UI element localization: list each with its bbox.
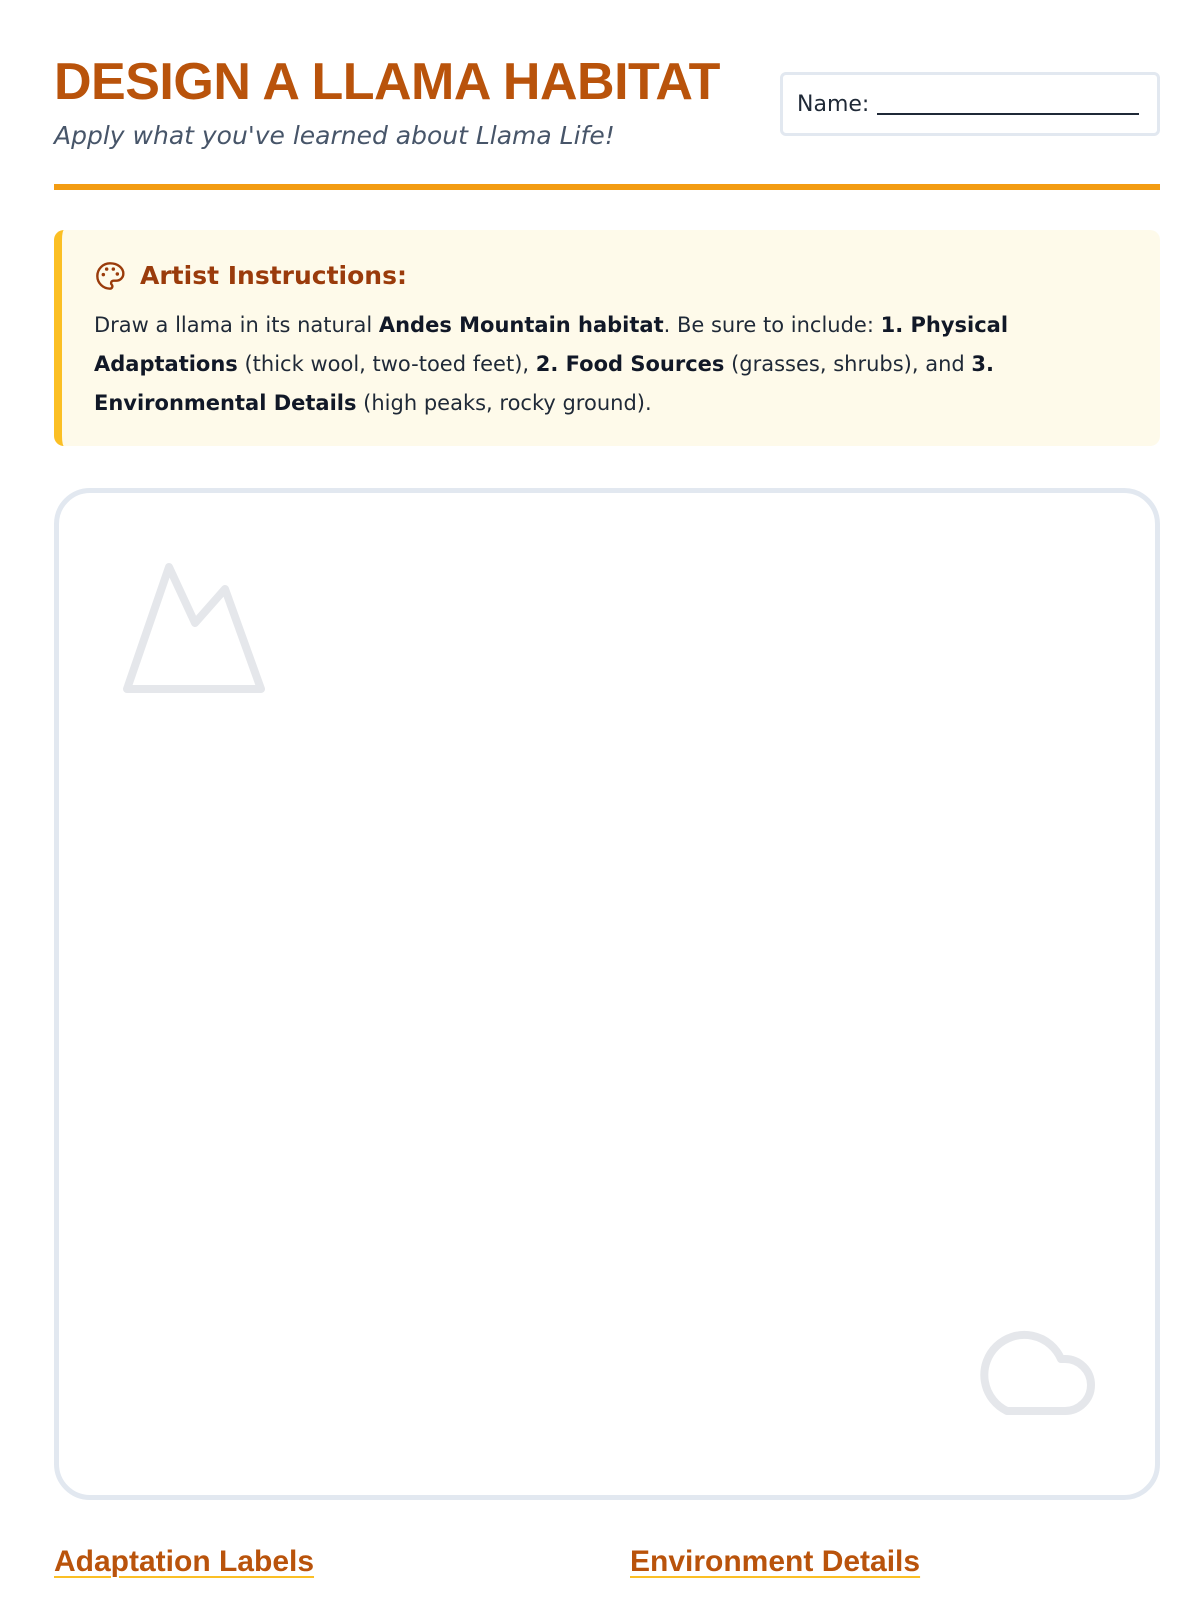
instructions-heading-row	[94, 256, 1128, 296]
name-label: Name:	[797, 91, 870, 117]
cloud-icon	[973, 1327, 1097, 1417]
instructions-emphasis: 3. Environmental Details	[94, 352, 994, 415]
instructions-text-run: (thick wool, two-toed feet),	[237, 352, 536, 376]
instructions-text	[94, 306, 1128, 423]
environment-details-heading: Environment Details	[630, 1545, 921, 1578]
drawing-area[interactable]	[54, 488, 1160, 1500]
instructions-emphasis: Andes Mountain habitat	[378, 313, 664, 337]
instructions-text-run: (high peaks, rocky ground).	[356, 391, 652, 415]
name-field[interactable]	[780, 72, 1160, 136]
artist-instructions-callout	[54, 230, 1160, 446]
adaptation-labels-heading: Adaptation Labels	[54, 1545, 315, 1578]
instructions-text-run: Draw a llama in its natural	[94, 313, 379, 337]
palette-icon	[94, 260, 126, 292]
mountain-icon	[119, 561, 269, 697]
instructions-heading: Artist Instructions:	[140, 261, 407, 290]
page-subtitle: Apply what you've learned about Llama Life!	[54, 121, 615, 150]
worksheet-header	[54, 52, 1160, 190]
instructions-emphasis: 2. Food Sources	[535, 352, 725, 376]
page-title: DESIGN A LLAMA HABITAT	[54, 53, 720, 111]
name-blank-line[interactable]	[877, 111, 1139, 115]
instructions-emphasis: 1. Physical Adaptations	[94, 313, 1009, 376]
instructions-text-run: (grasses, shrubs), and	[724, 352, 972, 376]
instructions-text-run: . Be sure to include:	[663, 313, 881, 337]
